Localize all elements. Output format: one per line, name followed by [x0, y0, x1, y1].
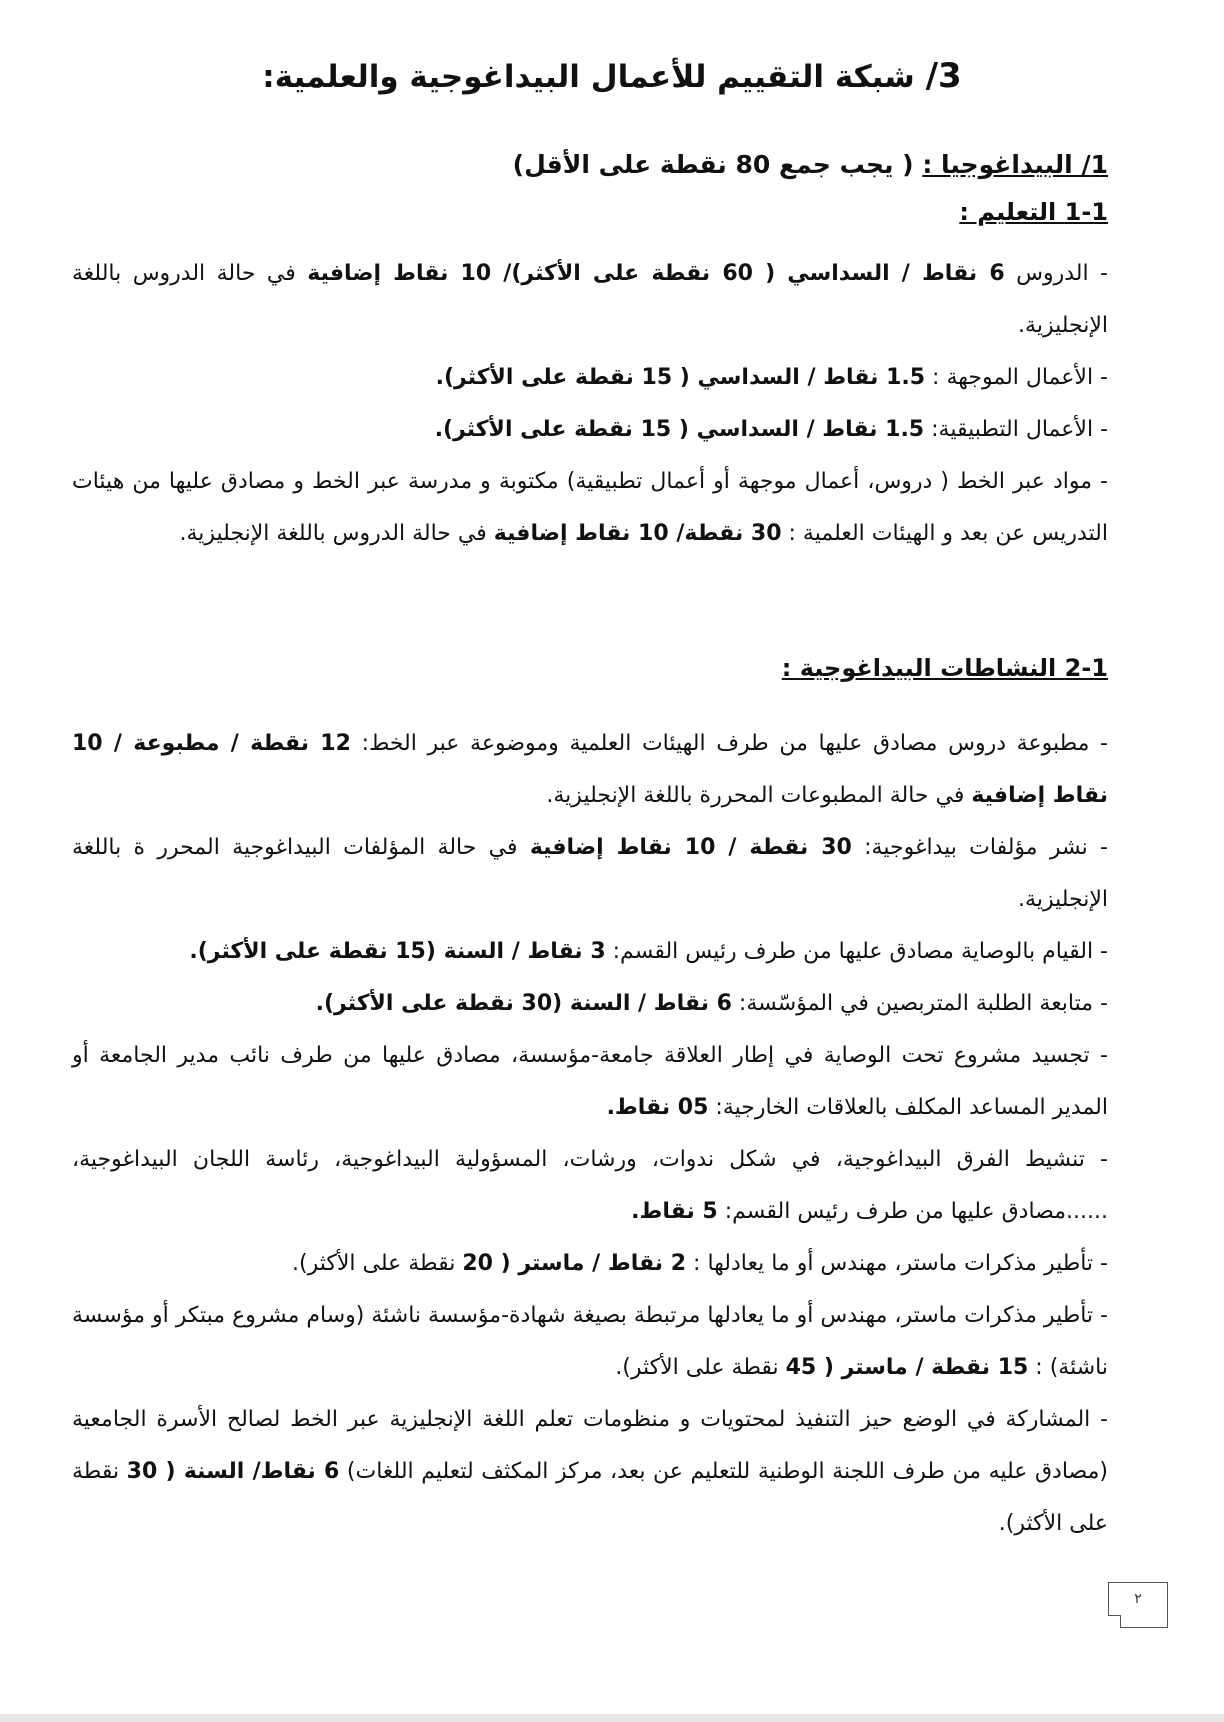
title-text: شبكة التقييم للأعمال البيداغوجية والعلمية:: [262, 59, 915, 95]
section-heading-note: ( يجب جمع 80 نقطة على الأقل): [512, 150, 914, 179]
subsection-heading-teaching: 1-1 التعليم :: [959, 198, 1108, 226]
list-item: - تأطير مذكرات ماستر، مهندس أو ما يعادلها : 2 نقاط / ماستر ( 20 نقطة على الأكثر).: [292, 1251, 1108, 1276]
list-item: - مطبوعة دروس مصادق عليها من طرف الهيئات العلمية وموضوعة عبر الخط: 12 نقطة / مطبوعة / 10 نقاط إضافية في حالة المطبوعات المحررة باللغة الإنجليزية.: [72, 731, 1108, 808]
page-number: ٢: [1134, 1591, 1142, 1607]
list-item: - مواد عبر الخط ( دروس، أعمال موجهة أو أعمال تطبيقية) مكتوبة و مدرسة عبر الخط و مصادق عليها من هيئات التدريس عن بعد و الهيئات العلمية : 30 نقطة/ 10 نقاط إضافية في حالة الدروس باللغة الإنجليزية.: [72, 469, 1108, 546]
list-item: - القيام بالوصاية مصادق عليها من طرف رئيس القسم: 3 نقاط / السنة (15 نقطة على الأكثر).: [189, 939, 1108, 964]
section-heading-label: 1/ البيداغوجيا :: [922, 150, 1108, 179]
section-heading-pedagogy: [60, 150, 1108, 179]
list-item: - تجسيد مشروع تحت الوصاية في إطار العلاقة جامعة-مؤسسة، مصادق عليها من طرف نائب مدير الجامعة أو المدير المساعد المكلف بالعلاقات الخارجية: 05 نقاط.: [72, 1043, 1108, 1120]
list-item: - متابعة الطلبة المتربصين في المؤسّسة: 6 نقاط / السنة (30 نقطة على الأكثر).: [315, 991, 1108, 1016]
list-item: - الأعمال التطبيقية: 1.5 نقاط / السداسي ( 15 نقطة على الأكثر).: [434, 417, 1108, 442]
list-item: - تأطير مذكرات ماستر، مهندس أو ما يعادلها مرتبطة بصيغة شهادة-مؤسسة ناشئة (وسام مشروع مبتكر أو مؤسسة ناشئة) : 15 نقطة / ماستر ( 45 نقطة على الأكثر).: [72, 1303, 1108, 1380]
title-number: 3/: [925, 56, 962, 96]
list-item: - الأعمال الموجهة : 1.5 نقاط / السداسي ( 15 نقطة على الأكثر).: [435, 365, 1108, 390]
subsection-heading-activities: 2-1 النشاطات البيداغوجية :: [781, 654, 1108, 682]
list-item: - تنشيط الفرق البيداغوجية، في شكل ندوات، ورشات، المسؤولية البيداغوجية، رئاسة اللجان البيداغوجية، ......مصادق عليها من طرف رئيس القسم: 5 نقاط.: [72, 1147, 1108, 1224]
list-item: - نشر مؤلفات بيداغوجية: 30 نقطة / 10 نقاط إضافية في حالة المؤلفات البيداغوجية المحرر ة باللغة الإنجليزية.: [72, 835, 1108, 912]
list-item: - المشاركة في الوضع حيز التنفيذ لمحتويات و منظومات تعلم اللغة الإنجليزية عبر الخط لصالح الأسرة الجامعية (مصادق عليه من طرف اللجنة الوطنية للتعليم عن بعد، مركز المكثف لتعليم اللغات) 6 نقاط/ السنة ( 30 نقطة على الأكثر).: [72, 1407, 1108, 1536]
page-number-box: [1108, 1582, 1168, 1628]
page-bottom-edge: [0, 1714, 1224, 1722]
list-item: - الدروس 6 نقاط / السداسي ( 60 نقطة على الأكثر)/ 10 نقاط إضافية في حالة الدروس باللغة الإنجليزية.: [72, 261, 1108, 338]
page-title: [0, 56, 1224, 96]
